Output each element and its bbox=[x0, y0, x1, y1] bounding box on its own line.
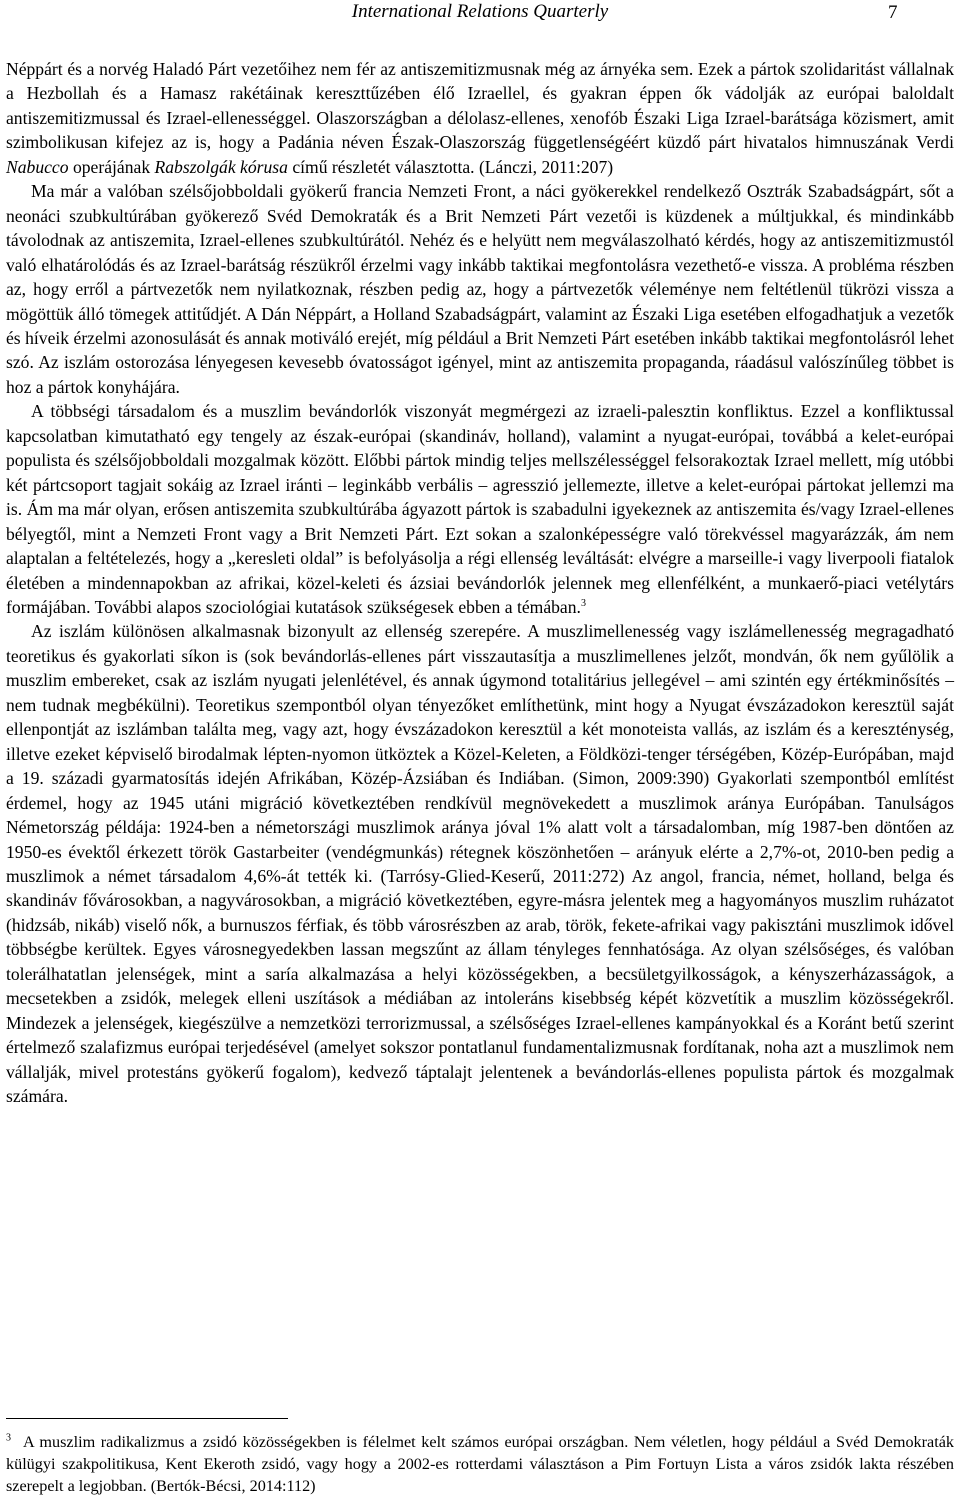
paragraph-1 bbox=[6, 57, 954, 179]
footnote-ref[interactable]: 3 bbox=[580, 598, 586, 610]
footnote-divider bbox=[6, 1418, 288, 1419]
paragraph-1-text-c: című részletét választotta. (Lánczi, 2011:207) bbox=[287, 156, 614, 177]
footnote-text: A muszlim radikalizmus a zsidó közösségekben is félelmet kelt számos európai országban. Nem véletlen, hogy például a Svéd Demokraták külügyi szakpolitikusa, Kent Ekeroth zsidó, vagy hogy a 2002-es rotterdami választáson a Pim Fortuyn Lista a város zsidók lakta részében szerepelt a legjobban. (Bertók-Bécsi, 2014:112) bbox=[6, 1433, 954, 1496]
rabszolgak-korusa-title: Rabszolgák kórusa bbox=[154, 156, 288, 177]
page-number: 7 bbox=[888, 2, 898, 23]
footnote-3 bbox=[6, 1431, 954, 1498]
paragraph-3-text: A többségi társadalom és a muszlim bevándorlók viszonyát megmérgezi az izraeli-palesztin konfliktus. Ezzel a konfliktussal kapcsolatban kimutatható egy tengely az észak-európai (skandináv, holland), valamint a nyugat-európai, továbbá a kelet-európai populista és szélsőjobboldali mozgalmak között. Előbbi pártok mindig teljes mellszélességgel felsorakoztak Izrael mellett, míg utóbbi két pártcsoport tagjait sokáig az Izrael iránti – leginkább verbális – agresszió jellemezte, illetve a kelet-európai pártokat jellemzi ma is. Ám ma már olyan, erősen antiszemita szubkultúrába ágyazott pártok is szabadulni igyekeznek az antiszemita és/vagy Izrael-ellenes bélyegtől, mint a Nemzeti Front vagy a Brit Nemzeti Párt. Ezt sokan a szalonképességre való törekvéssel magyarázzák, ám nem alaptalan a feltételezés, hogy a „keresleti oldal” is befolyásolja a régi ellenség leváltását: elvégre a marseille-i vagy liverpooli fiatalok életében a mindennapokban az afrikai, közel-keleti és ázsiai bevándorlók jelennek meg ellenfélként, a munkaerő-piaci vetélytárs formájában. További alapos szociológiai kutatások szükségesek ebben a témában. bbox=[6, 401, 954, 617]
paragraph-1-text-a: Néppárt és a norvég Haladó Párt vezetőihez nem fér az antiszemitizmusnak még az árnyéka sem. Ezek a pártok szolidaritást vállalnak a Hezbollah és a Hamasz rakétáinak kereszttűzében élő Izraellel, és gyakran éppen ők vádolják az európai baloldalt antiszemitizmussal és Izrael-ellenességgel. Olaszországban a délolasz-ellenes, xenofób Északi Liga Izrael-barátsága közismert, amit szimbolikusan kifejez az is, hogy a Padánia néven Észak-Olaszország függetlenségéért küzdő párt hivatalos himnuszának Verdi bbox=[6, 59, 954, 153]
body-text bbox=[6, 57, 954, 1108]
paragraph-4: Az iszlám különösen alkalmasnak bizonyult az ellenség szerepére. A muszlimellenesség vagy iszlámellenesség megragadható teoretikus és gyakorlati síkon is (sok bevándorlás-ellenes párt visszautasítja a muszlimellenes jelzőt, mondván, ők nem gyűlölik a muszlim embereket, csak az iszlám nyugati jelenlétével, és annak úgymond totalitárius jellegével – ami szintén egy értékminősítés – nem tudnak megbékülni). Teoretikus szempontból olyan tényezőket említhetünk, mint hogy a Nyugat évszázadokon keresztül saját ellenpontját az iszlámban találta meg, vagy azt, hogy évszázadokon keresztül a két monoteista vallás, az iszlám és a kereszténység, illetve ezeket képviselő birodalmak lépten-nyomon ütköztek a Közel-Keleten, a Földközi-tenger térségében, Közép-Európában, majd a 19. századi gyarmatosítás idején Afrikában, Közép-Ázsiában és Indiában. (Simon, 2009:390) Gyakorlati szempontból említést érdemel, hogy az 1945 utáni migráció következtében rendkívül megnövekedett a muszlimok aránya Európában. Tanulságos Németország példája: 1924-ben a németországi muszlimok aránya jóval 1% alatt volt a társadalomban, míg 1987-ben döntően az 1950-es évektől érkezett török Gastarbeiter (vendégmunkás) rétegnek köszönhetően – arányuk elérte a 2,7%-ot, 2010-ben pedig a muszlimok a német társadalom 4,6%-át tették ki. (Tarrósy-Glied-Keserű, 2011:272) Az angol, francia, német, holland, belga és skandináv fővárosokban, a nagyvárosokban, a migráció következtében, egyre-másra jelentek meg a hagyományos muszlim ruházatot (hidzsáb, nikáb) viselő nők, a burnuszos férfiak, és több városrészben az arab, török, fekete-afrikai vagy pakisztáni muszlimok idővel többségbe kerültek. Egyes városnegyedekben lassan megszűnt az állam tényleges fennhatósága. Az olyan szélsőséges, és valóban tolerálhatatlan jelenségek, mint a saría alkalmazása a helyi közösségekben, a becsületgyilkosságok, a kényszerházasságok, a mecsetekben a zsidók, melegek elleni uszítások a médiában az intoleráns kisebbség képét közvetítik a muszlim közösségekről. Mindezek a jelenségek, kiegészülve a nemzetközi terrorizmussal, a szélsőséges Izrael-ellenes kampányokkal és a Koránt betű szerint értelmező szalafizmus európai terjedésével (amelyet sokszor pontatlanul fundamentalizmusnak fordítanak, noha azt a muszlimok nem vállalják, mivel protestáns gyökerű fogalom), kedvező táptalajt jelentenek a bevándorlás-ellenes populista pártok és mozgalmak számára. bbox=[6, 621, 954, 1107]
paragraph-3 bbox=[6, 399, 954, 619]
journal-title: International Relations Quarterly bbox=[351, 1, 609, 22]
nabucco-title: Nabucco bbox=[6, 156, 69, 177]
footnote bbox=[6, 1431, 954, 1498]
footnote-number: 3 bbox=[6, 1432, 11, 1444]
page-header bbox=[0, 0, 960, 28]
paragraph-2: Ma már a valóban szélsőjobboldali gyökerű francia Nemzeti Front, a náci gyökerekkel rendelkező Osztrák Szabadságpárt, sőt a neonáci szubkultúrában gyökerező Svéd Demokraták és a Brit Nemzeti Párt vezetői is küzdenek a múltjukkal, és mindinkább távolodnak az antiszemita, Izrael-ellenes szubkultúrától. Nehéz és e helyütt nem megválaszolható kérdés, hogy az antiszemitizmustól való elhatárolódás és az Izrael-barátság részükről érzelmi vagy inkább taktikai megfontolásra vezethető-e vissza. A probléma részben az, hogy erről a pártvezetők nem nyilatkoznak, részben pedig az, hogy a pártvezetők véleménye nem feltétlenül tükrözi vissza a mögöttük álló tömegek attitűdjét. A Dán Néppárt, a Holland Szabadságpárt, valamint az Északi Liga esetében elfogadhatjuk a vezetők és híveik érzelmi azonosulását és annak motiváló erejét, míg például a Brit Nemzeti Párt esetében inkább taktikai megfontolásról lehet szó. Az iszlám ostorozása lényegesen kevesebb óvatosságot igényel, mint az antiszemita propaganda, ráadásul valószínűleg többet is hoz a pártok konyhájára. bbox=[6, 181, 954, 397]
paragraph-1-text-b: operájának bbox=[68, 156, 155, 177]
